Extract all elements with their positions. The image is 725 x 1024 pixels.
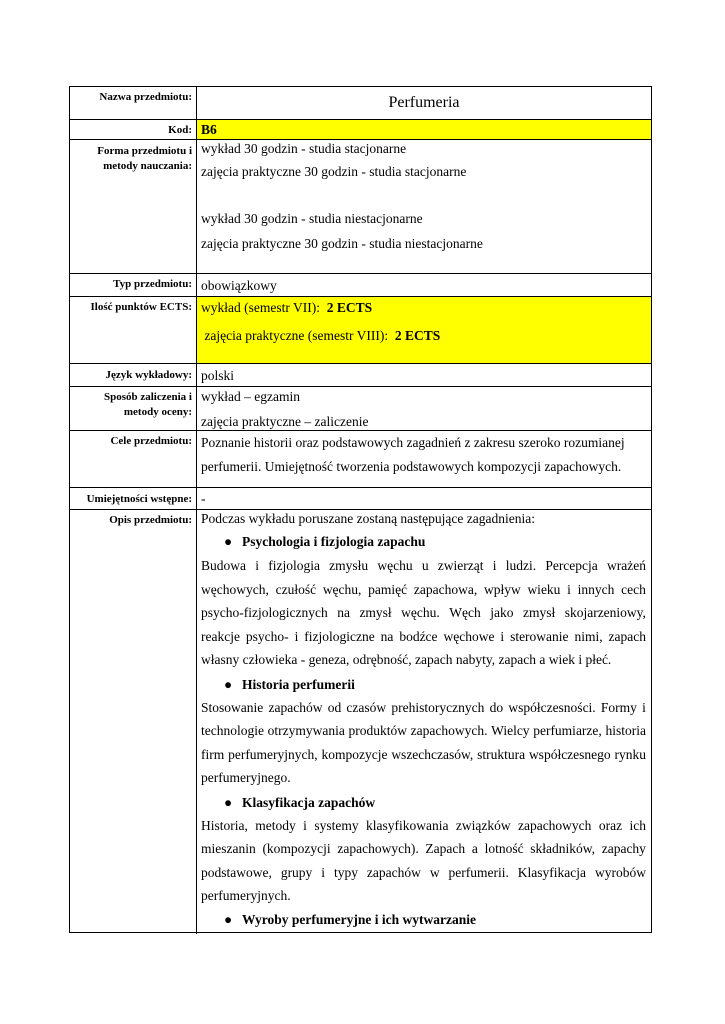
ects-line-lecture — [201, 300, 372, 316]
language-label: Język wykładowy: — [70, 364, 197, 387]
word: zapachów — [268, 700, 323, 715]
section-heading — [224, 912, 476, 928]
teaching-form-label-line2: metody nauczania: — [103, 160, 192, 172]
section-line — [201, 558, 646, 574]
ects-lecture-points: 2 ECTS — [326, 300, 373, 315]
word: zapachów — [366, 865, 421, 880]
word: węchu — [377, 558, 413, 573]
word: na — [337, 605, 350, 620]
prerequisites-value: - — [201, 491, 206, 506]
section-heading — [224, 534, 425, 550]
section-line: perfumeryjnych. — [201, 888, 291, 903]
word: wpływ — [483, 582, 521, 597]
word: a — [471, 841, 478, 856]
assessment-line: zajęcia praktyczne – zaliczenie — [201, 414, 369, 429]
section-heading-text: Historia perfumerii — [242, 677, 355, 692]
course-name-label: Nazwa przedmiotu: — [70, 87, 197, 120]
teaching-form-line: wykład 30 godzin - studia niestacjonarne — [201, 211, 423, 226]
teaching-form-label-line1: Forma przedmiotu i — [97, 145, 192, 157]
word: psycho- — [245, 629, 289, 644]
section-heading-text: Psychologia i fizjologia zapachu — [242, 534, 426, 549]
word: psycho-fizjologicznych — [201, 605, 328, 620]
word: na — [380, 629, 394, 644]
word: fizjologiczne — [304, 629, 375, 644]
word: wrażeń — [607, 558, 646, 573]
section-line: własny człowieka - geneza, odrębność, zapach nabyty, zapach a wiek i płeć. — [201, 652, 612, 667]
course-type-cell — [197, 274, 651, 297]
section-line — [201, 818, 646, 834]
word: zapachy — [601, 841, 646, 856]
teaching-form-cell — [197, 140, 651, 274]
assessment-label — [70, 387, 197, 431]
word: węchowe — [443, 629, 495, 644]
section-line — [201, 629, 646, 645]
word: od — [327, 700, 342, 715]
word: składników, — [530, 841, 596, 856]
section-line — [201, 841, 646, 857]
word: zapachowych — [517, 818, 592, 833]
word: pamięć — [368, 582, 408, 597]
section-heading-text: Klasyfikacja zapachów — [242, 795, 376, 810]
word: Zapach — [425, 841, 466, 856]
word: Percepcja — [545, 558, 598, 573]
word: Klasyfikacja — [517, 865, 587, 880]
code-cell — [197, 120, 651, 140]
language-cell — [197, 364, 651, 387]
word: podstawowe, — [201, 865, 272, 880]
word: i — [294, 629, 299, 644]
section-line — [201, 605, 646, 621]
word: metody — [255, 818, 296, 833]
word: otrzymywania — [267, 723, 345, 738]
course-name-cell — [197, 87, 651, 120]
course-name-value: Perfumeria — [388, 94, 460, 111]
word: zwierząt — [437, 558, 484, 573]
word: perfumiarze, — [533, 723, 602, 738]
ects-cell — [197, 297, 651, 364]
bullet-icon: ● — [224, 534, 233, 549]
word: rynku — [614, 747, 646, 762]
word: i — [492, 558, 497, 573]
course-card-table — [69, 86, 652, 933]
teaching-form-line: wykład 30 godzin - studia stacjonarne — [201, 141, 407, 156]
word: Budowa — [201, 558, 246, 573]
word: Formy — [600, 700, 637, 715]
word: zmysłu — [329, 558, 369, 573]
section-heading-text: Wyroby perfumeryjne i ich wytwarzanie — [242, 912, 476, 927]
bullet-icon: ● — [224, 677, 233, 692]
word: struktura — [477, 747, 526, 762]
section-line — [201, 747, 646, 763]
word: do — [489, 700, 504, 715]
word: zapachowych. — [410, 723, 488, 738]
assessment-cell — [197, 387, 651, 431]
section-line — [201, 582, 646, 598]
word: zapachowa, — [413, 582, 478, 597]
description-cell — [197, 510, 651, 934]
section-heading — [224, 795, 375, 811]
word: ich — [629, 818, 646, 833]
word: zapach — [608, 629, 646, 644]
section-line — [201, 865, 646, 881]
course-type-label: Typ przedmiotu: — [70, 274, 197, 297]
word: i — [255, 558, 259, 573]
bullet-icon: ● — [224, 912, 233, 927]
word: i — [321, 865, 326, 880]
section-line — [201, 700, 646, 716]
word: cech — [621, 582, 646, 597]
word: u — [421, 558, 429, 573]
assessment-label-line1: Sposób zaliczenia i — [103, 391, 192, 403]
bullet-icon: ● — [224, 795, 233, 810]
word: fizjologia — [268, 558, 320, 573]
word: wszechczasów, — [391, 747, 474, 762]
word: oraz — [598, 818, 623, 833]
word: firm — [201, 747, 225, 762]
code-label: Kod: — [70, 120, 197, 140]
objectives-cell — [197, 431, 651, 488]
word: historia — [605, 723, 646, 738]
teaching-form-line: zajęcia praktyczne 30 godzin - studia stacjonarne — [201, 164, 467, 179]
word: grupy — [280, 865, 313, 880]
word: Węch — [449, 605, 481, 620]
word: ludzi. — [505, 558, 537, 573]
word: innych — [577, 582, 615, 597]
word: zapachowych). — [337, 841, 419, 856]
description-label: Opis przedmiotu: — [70, 510, 197, 934]
word: i — [567, 582, 571, 597]
word: zmysł — [522, 605, 556, 620]
word: (kompozycji — [262, 841, 331, 856]
word: reakcje — [201, 629, 240, 644]
assessment-line: wykład – egzamin — [201, 389, 300, 404]
course-type-value: obowiązkowy — [201, 278, 277, 293]
word: klasyfikowania — [365, 818, 449, 833]
description-intro: Podczas wykładu poruszane zostaną następujące zagadnienia: — [201, 511, 535, 526]
objectives-line: Poznanie historii oraz podstawowych zagadnień z zakresu szeroko rozumianej — [201, 435, 625, 450]
word: zmysł — [359, 605, 392, 620]
word: Wielcy — [491, 723, 530, 738]
word: czułość — [275, 582, 317, 597]
word: i — [642, 700, 646, 715]
prerequisites-label: Umiejętności wstępne: — [70, 488, 197, 510]
objectives-line: perfumerii. Umiejętność tworzenia podstawowych kompozycji zapachowych. — [201, 459, 622, 474]
word: produktów — [348, 723, 407, 738]
word: w — [429, 865, 440, 880]
word: skojarzeniowy, — [564, 605, 646, 620]
word: sterowanie — [510, 629, 569, 644]
ects-practical-points: 2 ECTS — [394, 328, 441, 343]
objectives-label: Cele przedmiotu: — [70, 431, 197, 488]
section-line: perfumeryjnego. — [201, 770, 291, 785]
word: lotność — [484, 841, 524, 856]
word: i — [500, 629, 505, 644]
word: perfumerii. — [448, 865, 509, 880]
ects-lecture-text: wykład (semestr VII): — [201, 300, 327, 315]
ects-label: Ilość punktów ECTS: — [70, 297, 197, 364]
word: związków — [455, 818, 511, 833]
word: współczesnego — [528, 747, 611, 762]
word: bodźce — [399, 629, 438, 644]
word: węchu. — [401, 605, 440, 620]
word: typy — [333, 865, 358, 880]
word: węchowych, — [201, 582, 269, 597]
teaching-form-line: zajęcia praktyczne 30 godzin - studia niestacjonarne — [201, 236, 483, 251]
word: technologie — [201, 723, 264, 738]
section-heading — [224, 677, 355, 693]
word: nimi, — [574, 629, 603, 644]
code-value: B6 — [201, 122, 217, 137]
word: i — [303, 818, 307, 833]
ects-practical-text: zajęcia praktyczne (semestr VIII): — [201, 328, 395, 343]
word: wyrobów — [594, 865, 646, 880]
word: kompozycje — [321, 747, 388, 762]
teaching-form-label — [70, 140, 197, 274]
word: współczesności. — [508, 700, 596, 715]
word: mieszanin — [201, 841, 256, 856]
word: prehistorycznych — [391, 700, 485, 715]
word: czasów — [346, 700, 387, 715]
assessment-label-line2: metody oceny: — [123, 406, 192, 418]
word: jako — [490, 605, 514, 620]
word: systemy — [314, 818, 359, 833]
word: Stosowanie — [201, 700, 264, 715]
word: perfumeryjnych, — [228, 747, 318, 762]
word: węchu, — [322, 582, 362, 597]
word: Historia, — [201, 818, 248, 833]
word: wieku — [527, 582, 561, 597]
language-value: polski — [201, 368, 235, 383]
section-line — [201, 723, 646, 739]
ects-line-practical — [201, 328, 440, 344]
prerequisites-cell — [197, 488, 651, 510]
